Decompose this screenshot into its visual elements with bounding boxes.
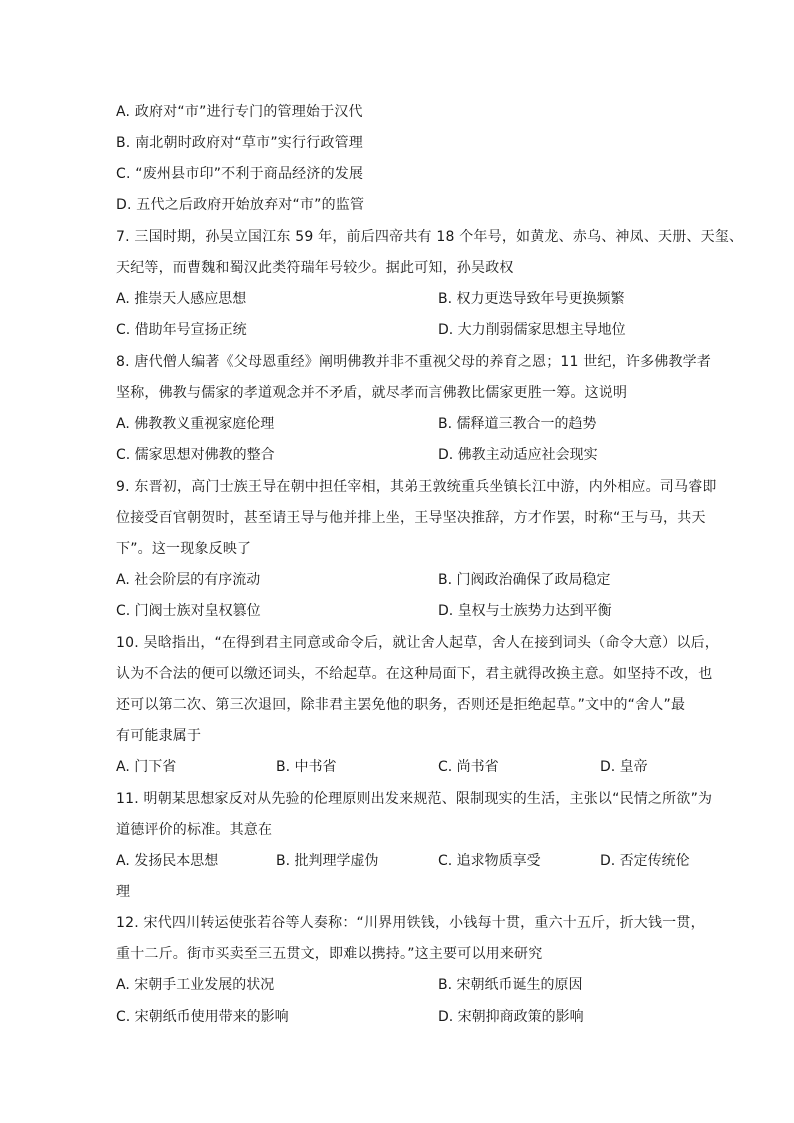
- q8-option-a: A. 佛教教义重视家庭伦理: [116, 416, 275, 432]
- q11-stem-line-2: 道德评价的标准。其意在: [116, 822, 273, 838]
- prev-option-d: D. 五代之后政府开始放弃对“市”的监管: [116, 197, 365, 213]
- q10-stem-line-1: 10. 吴晗指出，“在得到君主同意或命令后，就让舍人起草，舍人在接到词头（命令大意）以后，: [116, 635, 719, 651]
- q11-stem-line-1: 11. 明朝某思想家反对从先验的伦理原则出发来规范、限制现实的生活，主张以“民情之所欲”为: [116, 791, 713, 807]
- q8-stem-line-1: 8. 唐代僧人编著《父母恩重经》阐明佛教并非不重视父母的养育之恩；11 世纪，许多佛教学者: [116, 354, 712, 370]
- q12-option-c: C. 宋朝纸币使用带来的影响: [116, 1009, 289, 1025]
- q10-option-c: C. 尚书省: [438, 759, 499, 775]
- q8-option-c: C. 儒家思想对佛教的整合: [116, 447, 275, 463]
- prev-option-b: B. 南北朝时政府对“草市”实行行政管理: [116, 135, 364, 151]
- q7-option-b: B. 权力更迭导致年号更换频繁: [438, 291, 625, 307]
- q9-option-c: C. 门阀士族对皇权篡位: [116, 603, 261, 619]
- q8-option-b: B. 儒释道三教合一的趋势: [438, 416, 597, 432]
- q9-option-d: D. 皇权与士族势力达到平衡: [438, 603, 612, 619]
- q12-option-a: A. 宋朝手工业发展的状况: [116, 977, 275, 993]
- q9-option-a: A. 社会阶层的有序流动: [116, 572, 261, 588]
- q11-option-b: B. 批判理学虚伪: [276, 853, 379, 869]
- q10-stem-line-4: 有可能隶属于: [116, 728, 202, 744]
- q7-stem-line-2: 天纪等，而曹魏和蜀汉此类符瑞年号较少。据此可知，孙吴政权: [116, 260, 514, 276]
- q8-option-d: D. 佛教主动适应社会现实: [438, 447, 598, 463]
- q12-stem-line-1: 12. 宋代四川转运使张若谷等人奏称：“川界用铁钱，小钱每十贯，重六十五斤，折大钱一贯，: [116, 915, 705, 931]
- q9-stem-line-1: 9. 东晋初，高门士族王导在朝中担任宰相，其弟王敦统重兵坐镇长江中游，内外相应。司马睿即: [116, 479, 717, 495]
- q12-option-b: B. 宋朝纸币诞生的原因: [438, 977, 583, 993]
- q7-stem-line-1: 7. 三国时期，孙吴立国江东 59 年，前后四帝共有 18 个年号，如黄龙、赤乌、神凤、天册、天玺、: [116, 229, 744, 245]
- q7-option-c: C. 借助年号宣扬正统: [116, 322, 247, 338]
- q12-stem-line-2: 重十二斤。街市买卖至三五贯文，即难以携持。”这主要可以用来研究: [116, 946, 543, 962]
- q9-option-b: B. 门阀政治确保了政局稳定: [438, 572, 611, 588]
- q9-stem-line-3: 下”。这一现象反映了: [116, 541, 252, 557]
- q7-option-d: D. 大力削弱儒家思想主导地位: [438, 322, 626, 338]
- q11-option-d: D. 否定传统伦: [600, 853, 690, 869]
- q9-stem-line-2: 位接受百官朝贺时，甚至请王导与他并排上坐，王导坚决推辞，方才作罢，时称“王与马，共天: [116, 510, 706, 526]
- prev-option-a: A. 政府对“市”进行专门的管理始于汉代: [116, 104, 363, 120]
- q11-option-c: C. 追求物质享受: [438, 853, 541, 869]
- q12-option-d: D. 宋朝抑商政策的影响: [438, 1009, 584, 1025]
- q8-stem-line-2: 坚称，佛教与儒家的孝道观念并不矛盾，就尽孝而言佛教比儒家更胜一筹。这说明: [116, 385, 628, 401]
- q11-option-d-wrap: 理: [116, 884, 131, 900]
- q10-option-d: D. 皇帝: [600, 759, 648, 775]
- q11-option-a: A. 发扬民本思想: [116, 853, 219, 869]
- prev-option-c: C. “废州县市印”不利于商品经济的发展: [116, 166, 364, 182]
- q7-option-a: A. 推崇天人感应思想: [116, 291, 247, 307]
- q10-option-a: A. 门下省: [116, 759, 177, 775]
- q10-stem-line-3: 还可以第二次、第三次退回，除非君主罢免他的职务，否则还是拒绝起草。”文中的“舍人”最: [116, 697, 686, 713]
- q10-option-b: B. 中书省: [276, 759, 337, 775]
- q10-stem-line-2: 认为不合法的便可以缴还词头，不给起草。在这种局面下，君主就得改换主意。如坚持不改，也: [116, 666, 713, 682]
